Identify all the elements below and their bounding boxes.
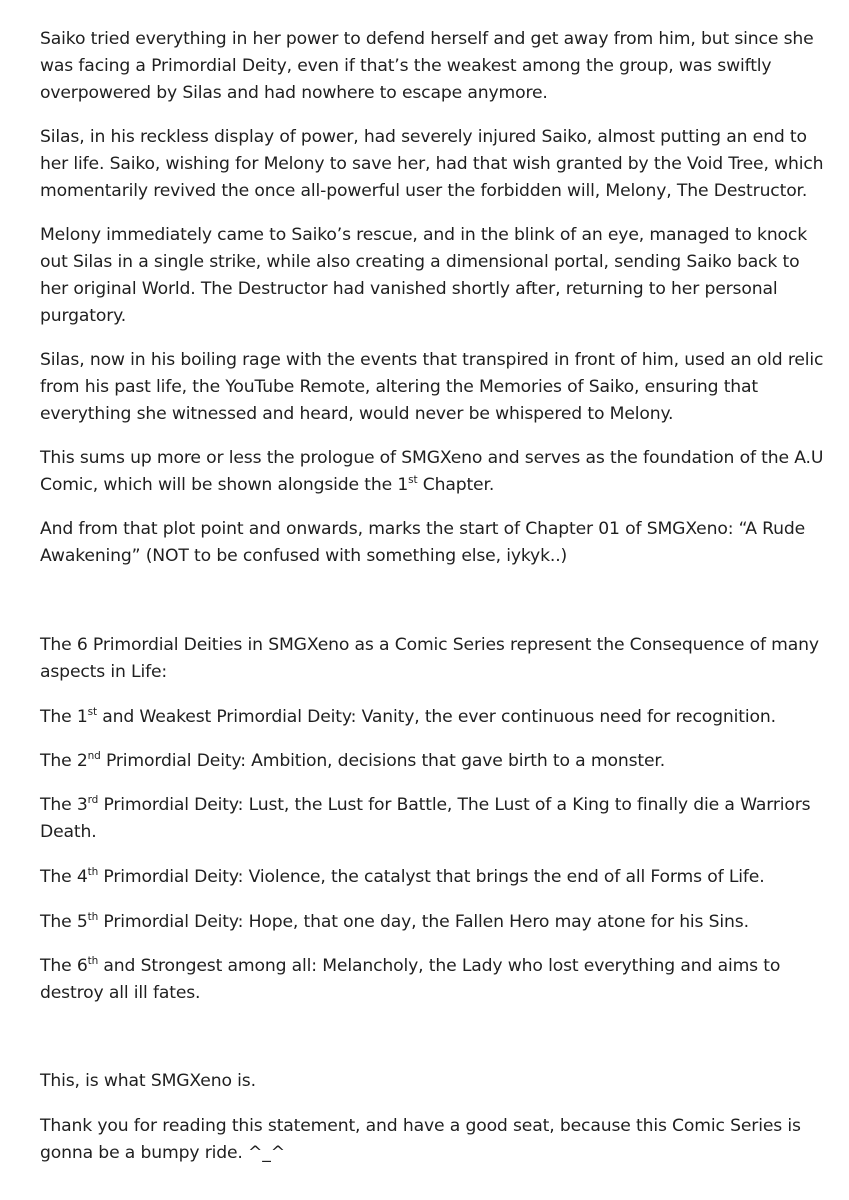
paragraph-prologue-summary [40, 445, 830, 499]
ordinal-superscript: rd [87, 794, 99, 806]
paragraph-melony-revived: Silas, in his reckless display of power, had severely injured Saiko, almost putting an end to her life. Saiko, wishing for Melony to save her, had that wish granted by the Void Tree, which momentarily revived the once all-powerful user the forbidden will, Melony, The Destructor. [40, 127, 824, 201]
deity-item-5 [40, 909, 830, 936]
prologue-text-end: Chapter. [417, 475, 495, 495]
deity-item-2 [40, 748, 830, 775]
ordinal-superscript: th [87, 866, 99, 878]
deity-text: Primordial Deity: Ambition, decisions that gave birth to a monster. [100, 751, 666, 771]
ordinal-superscript: nd [87, 750, 101, 762]
paragraph-chapter-start: And from that plot point and onwards, marks the start of Chapter 01 of SMGXeno: “A Rude Awakening” (NOT to be confused with something else, iykyk..) [40, 519, 806, 566]
prologue-text: This sums up more or less the prologue of SMGXeno and serves as the foundation of the A.U Comic, which will be shown alongside the 1 [40, 448, 824, 495]
paragraph-deities-intro: The 6 Primordial Deities in SMGXeno as a Comic Series represent the Consequence of many aspects in Life: [40, 635, 819, 682]
paragraph-youtube-remote: Silas, now in his boiling rage with the events that transpired in front of him, used an old relic from his past life, the YouTube Remote, altering the Memories of Saiko, ensuring that everything she witnessed and heard, would never be whispered to Melony. [40, 350, 824, 424]
paragraph-melony-rescue: Melony immediately came to Saiko’s rescue, and in the blink of an eye, managed to knock out Silas in a single strike, while also creating a dimensional portal, sending Saiko back to her original World. The Destructor had vanished shortly after, returning to her personal purgatory. [40, 225, 808, 326]
paragraph-saiko-overpowered: Saiko tried everything in her power to defend herself and get away from him, but since she was facing a Primordial Deity, even if that’s the weakest among the group, was swiftly overpowered by Silas and had nowhere to escape anymore. [40, 29, 814, 103]
paragraph-thank-you: Thank you for reading this statement, and have a good seat, because this Comic Series is gonna be a bumpy ride. ^_^ [40, 1116, 801, 1163]
ordinal-superscript: th [87, 911, 99, 923]
deity-text: Primordial Deity: Lust, the Lust for Battle, The Lust of a King to finally die a Warriors Death. [40, 795, 811, 842]
deity-prefix: The 6 [40, 956, 88, 976]
ordinal-superscript: st [87, 706, 97, 718]
deity-text: Primordial Deity: Hope, that one day, the Fallen Hero may atone for his Sins. [98, 912, 749, 932]
deity-prefix: The 5 [40, 912, 88, 932]
deity-prefix: The 1 [40, 707, 88, 727]
deity-prefix: The 4 [40, 867, 88, 887]
deity-item-6 [40, 953, 830, 1007]
deity-item-1 [40, 704, 830, 731]
deity-text: and Strongest among all: Melancholy, the Lady who lost everything and aims to destroy all ill fates. [40, 956, 781, 1003]
deity-text: Primordial Deity: Violence, the catalyst that brings the end of all Forms of Life. [98, 867, 765, 887]
ordinal-superscript: th [87, 955, 99, 967]
paragraph-what-is-smgxeno: This, is what SMGXeno is. [40, 1071, 256, 1091]
deity-text: and Weakest Primordial Deity: Vanity, the ever continuous need for recognition. [96, 707, 776, 727]
deity-prefix: The 2 [40, 751, 88, 771]
deity-prefix: The 3 [40, 795, 88, 815]
ordinal-superscript: st [408, 474, 418, 486]
deity-item-4 [40, 864, 830, 891]
deity-item-3 [40, 792, 830, 846]
